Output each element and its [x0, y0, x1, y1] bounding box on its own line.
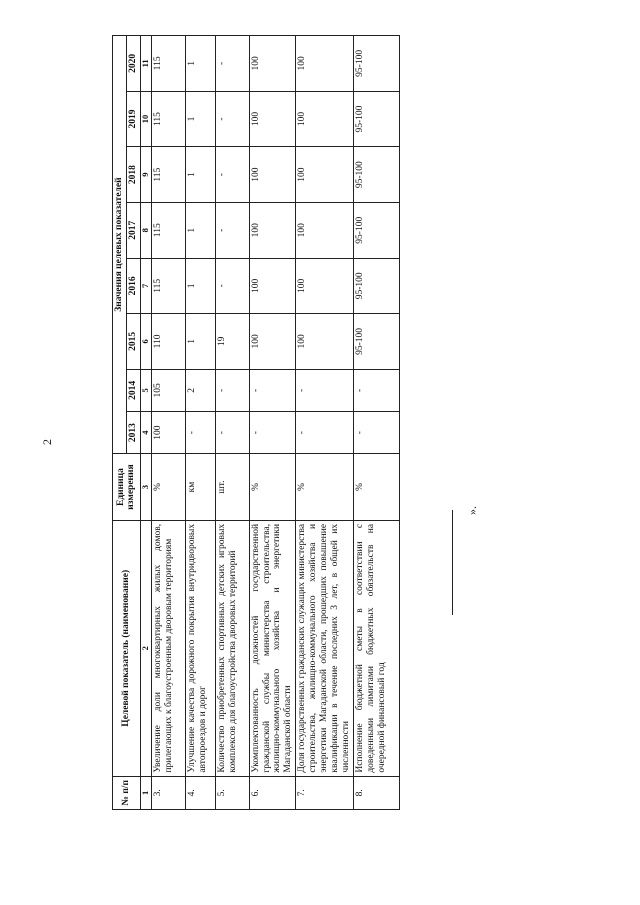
- table-row: [354, 36, 400, 810]
- row-value: -: [354, 411, 400, 453]
- row-unit: %: [296, 454, 354, 521]
- header-row: [113, 36, 127, 810]
- row-value: 100: [296, 202, 354, 258]
- table-row: [151, 36, 185, 810]
- row-indicator: Количество приобретенных спортивных детских игровых комплексов для благоустройства дворовых территорий: [215, 520, 249, 776]
- row-value: 105: [151, 369, 185, 411]
- row-value: 100: [249, 147, 296, 203]
- row-value: -: [215, 36, 249, 92]
- table-row: [296, 36, 354, 810]
- closing-mark: ».: [465, 506, 479, 515]
- header-year: 2020: [126, 36, 140, 92]
- row-indicator: Укомплектованность должностей государственной гражданской службы министерства строительства, жилищно-коммунального хозяйства и энергетики Магаданской области: [249, 520, 296, 776]
- row-value: -: [296, 411, 354, 453]
- header-year: 2018: [126, 147, 140, 203]
- row-value: -: [185, 411, 215, 453]
- row-value: 95-100: [354, 36, 400, 92]
- row-value: 2: [185, 369, 215, 411]
- row-value: -: [215, 369, 249, 411]
- row-indicator: Улучшение качества дорожного покрытия внутридворовых автопроездов и дорог: [185, 520, 215, 776]
- row-value: 1: [185, 314, 215, 370]
- row-value: 110: [151, 314, 185, 370]
- row-value: 100: [296, 147, 354, 203]
- row-value: 95-100: [354, 91, 400, 147]
- row-value: 100: [249, 314, 296, 370]
- row-value: 1: [185, 91, 215, 147]
- row-value: 100: [296, 314, 354, 370]
- header-year: 2015: [126, 314, 140, 370]
- row-indicator: Увеличение доли многоквартирных жилых домов, прилегающих к благоустроенным дворовым территориям: [151, 520, 185, 776]
- row-value: -: [215, 202, 249, 258]
- row-value: -: [249, 411, 296, 453]
- row-value: 115: [151, 91, 185, 147]
- header-year: 2014: [126, 369, 140, 411]
- row-unit: шт.: [215, 454, 249, 521]
- row-unit: %: [354, 454, 400, 521]
- row-num: 7.: [296, 776, 354, 809]
- row-num: 8.: [354, 776, 400, 809]
- row-value: 115: [151, 36, 185, 92]
- rotated-table-container: [112, 35, 397, 810]
- index-cell: 10: [140, 91, 151, 147]
- table-row: [185, 36, 215, 810]
- header-year: 2016: [126, 258, 140, 314]
- page-number: 2: [40, 439, 54, 445]
- index-cell: 2: [140, 520, 151, 776]
- row-value: 95-100: [354, 147, 400, 203]
- row-value: -: [215, 147, 249, 203]
- row-num: 6.: [249, 776, 296, 809]
- row-value: 1: [185, 36, 215, 92]
- header-year: 2013: [126, 411, 140, 453]
- row-unit: км: [185, 454, 215, 521]
- row-value: 100: [249, 202, 296, 258]
- row-value: 100: [249, 36, 296, 92]
- row-value: 100: [296, 258, 354, 314]
- row-num: 5.: [215, 776, 249, 809]
- index-cell: 4: [140, 411, 151, 453]
- row-indicator: Доля государственных гражданских служащих министерства строительства, жилищно-коммунального хозяйства и энергетики Магаданской области, прошедших повышение квалификации в течение последних 3 лет, в общей их численности: [296, 520, 354, 776]
- row-unit: %: [151, 454, 185, 521]
- index-cell: 8: [140, 202, 151, 258]
- row-value: 1: [185, 258, 215, 314]
- row-value: 1: [185, 147, 215, 203]
- index-row: [140, 36, 151, 810]
- row-value: 100: [151, 411, 185, 453]
- row-value: -: [249, 369, 296, 411]
- row-value: 115: [151, 147, 185, 203]
- row-value: 115: [151, 258, 185, 314]
- header-year: 2017: [126, 202, 140, 258]
- closing-line: [452, 510, 453, 615]
- row-value: -: [296, 369, 354, 411]
- row-value: -: [215, 411, 249, 453]
- row-value: 100: [249, 91, 296, 147]
- table-row: [249, 36, 296, 810]
- index-cell: 5: [140, 369, 151, 411]
- index-cell: 1: [140, 776, 151, 809]
- header-indicator: Целевой показатель (наименование): [113, 520, 141, 776]
- row-value: 115: [151, 202, 185, 258]
- table-row: [215, 36, 249, 810]
- row-value: 19: [215, 314, 249, 370]
- row-value: -: [215, 91, 249, 147]
- header-year: 2019: [126, 91, 140, 147]
- row-value: -: [354, 369, 400, 411]
- row-unit: %: [249, 454, 296, 521]
- header-unit: Единица измерения: [113, 454, 141, 521]
- row-num: 4.: [185, 776, 215, 809]
- index-cell: 6: [140, 314, 151, 370]
- row-value: 1: [185, 202, 215, 258]
- row-value: 100: [249, 258, 296, 314]
- row-value: 95-100: [354, 314, 400, 370]
- index-cell: 3: [140, 454, 151, 521]
- index-cell: 9: [140, 147, 151, 203]
- header-num: № п/п: [113, 776, 141, 809]
- row-indicator: Исполнение бюджетной сметы в соответствии с доведенными лимитами бюджетных обязательств на очередной финансовый год: [354, 520, 400, 776]
- row-value: -: [215, 258, 249, 314]
- row-num: 3.: [151, 776, 185, 809]
- index-cell: 11: [140, 36, 151, 92]
- row-value: 95-100: [354, 202, 400, 258]
- row-value: 100: [296, 91, 354, 147]
- row-value: 95-100: [354, 258, 400, 314]
- row-value: 100: [296, 36, 354, 92]
- header-values-group: Значения целевых показателей: [113, 36, 127, 454]
- index-cell: 7: [140, 258, 151, 314]
- indicators-table: [112, 35, 400, 810]
